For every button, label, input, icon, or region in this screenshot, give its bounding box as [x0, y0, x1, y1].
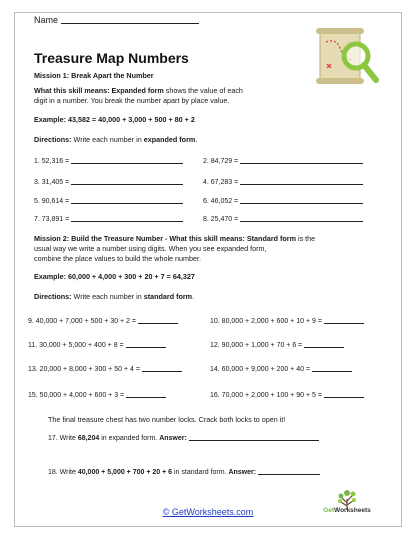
- answer-blank[interactable]: [189, 433, 319, 441]
- problem-4: [203, 177, 363, 186]
- map-scroll-top: [316, 28, 364, 34]
- mission2-heading: Mission 2: Build the Treasure Number - What this skill means: Standard form: [34, 234, 296, 243]
- answer-blank[interactable]: [240, 156, 363, 164]
- name-blank[interactable]: [61, 14, 199, 24]
- directions-text: Write each number in: [71, 292, 144, 301]
- answer-blank[interactable]: [126, 390, 166, 398]
- directions-text: Write each number in: [71, 135, 144, 144]
- problem-6: [203, 196, 363, 205]
- answer-blank[interactable]: [324, 390, 364, 398]
- directions-label: Directions:: [34, 135, 72, 144]
- directions-label: Directions:: [34, 292, 72, 301]
- q18-expression: 40,000 + 5,000 + 700 + 20 + 6: [77, 469, 173, 476]
- skill-term: What this skill means: Expanded form: [34, 86, 164, 95]
- page-title: Treasure Map Numbers: [34, 50, 189, 66]
- name-field: [34, 14, 199, 25]
- answer-blank[interactable]: [240, 214, 363, 222]
- mission1-skill-line2: digit in a number. You break the number apart by place value.: [34, 96, 230, 105]
- answer-blank[interactable]: [126, 340, 166, 348]
- q18-text-mid: in standard form.: [172, 469, 229, 476]
- answer-blank[interactable]: [71, 196, 183, 204]
- problem-13: [28, 364, 182, 373]
- answer-label: Answer:: [228, 469, 257, 476]
- problem-label: 3. 31,405 =: [34, 179, 70, 186]
- problem-label: 1. 52,316 =: [34, 158, 70, 165]
- problem-14: [210, 364, 352, 373]
- problem-11: [28, 340, 166, 349]
- magnifier-handle: [364, 65, 376, 80]
- mission2-line3: combine the place values to build the whole number.: [34, 254, 202, 263]
- answer-label: Answer:: [159, 435, 187, 442]
- problem-label: 7. 73,891 =: [34, 216, 70, 223]
- problem-17: [48, 433, 319, 442]
- final-intro: The final treasure chest has two number locks. Crack both locks to open it!: [48, 415, 286, 424]
- logo-get: Get: [323, 507, 335, 514]
- problem-label: 10. 80,000 + 2,000 + 600 + 10 + 9 =: [210, 318, 322, 325]
- mission1-skill-line1: [34, 86, 243, 96]
- q18-text: 18. Write: [48, 469, 78, 476]
- problem-label: 14. 60,000 + 9,000 + 200 + 40 =: [210, 366, 311, 373]
- mission2-example: Example: 60,000 + 4,000 + 300 + 20 + 7 = 64,327: [34, 272, 195, 281]
- q17-text-mid: in expanded form.: [99, 435, 160, 442]
- problem-label: 12. 90,000 + 1,000 + 70 + 6 =: [210, 342, 303, 349]
- answer-blank[interactable]: [142, 364, 182, 372]
- problem-2: [203, 156, 363, 165]
- problem-7: [34, 214, 183, 223]
- answer-blank[interactable]: [240, 196, 363, 204]
- answer-blank[interactable]: [71, 214, 183, 222]
- answer-blank[interactable]: [71, 156, 183, 164]
- problem-label: 6. 46,052 =: [203, 198, 239, 205]
- mission1-heading: Mission 1: Break Apart the Number: [34, 71, 154, 80]
- directions-end: .: [195, 135, 198, 144]
- answer-blank[interactable]: [304, 340, 344, 348]
- problem-label: 2. 84,729 =: [203, 158, 239, 165]
- mission1-directions: [34, 135, 197, 144]
- problem-label: 15. 50,000 + 4,000 + 600 + 3 =: [28, 392, 125, 399]
- answer-blank[interactable]: [258, 467, 320, 475]
- q17-text: 17. Write: [48, 435, 78, 442]
- answer-blank[interactable]: [71, 177, 183, 185]
- mission2-line1: [34, 234, 315, 244]
- problem-18: [48, 467, 320, 476]
- problem-1: [34, 156, 183, 165]
- problem-label: 8. 25,470 =: [203, 216, 239, 223]
- problem-15: [28, 390, 166, 399]
- problem-9: [28, 316, 178, 325]
- problem-5: [34, 196, 183, 205]
- q17-number: 68,204: [77, 435, 100, 442]
- skill-text: shows the value of each: [163, 86, 243, 95]
- problem-3: [34, 177, 183, 186]
- problem-label: 5. 90,614 =: [34, 198, 70, 205]
- problem-16: [210, 390, 364, 399]
- problem-10: [210, 316, 364, 325]
- problem-label: 13. 20,000 + 8,000 + 300 + 50 + 4 =: [28, 366, 140, 373]
- directions-term: expanded form: [143, 135, 196, 144]
- mission1-example: Example: 43,582 = 40,000 + 3,000 + 500 + 80 + 2: [34, 115, 195, 124]
- name-label: Name: [34, 15, 59, 25]
- problem-label: 16. 70,000 + 2,000 + 100 + 90 + 5 =: [210, 392, 322, 399]
- problem-label: 9. 40,000 + 7,000 + 500 + 30 + 2 =: [28, 318, 137, 325]
- mission2-line2: usual way we write a number using digits. When you see expanded form,: [34, 244, 267, 253]
- directions-term: standard form: [143, 292, 193, 301]
- treasure-map-illustration: [310, 20, 384, 98]
- problem-12: [210, 340, 344, 349]
- answer-blank[interactable]: [138, 316, 178, 324]
- directions-end: .: [192, 292, 195, 301]
- mission2-directions: [34, 292, 194, 301]
- problem-8: [203, 214, 363, 223]
- answer-blank[interactable]: [240, 177, 363, 185]
- logo-worksheets: Worksheets: [334, 507, 371, 514]
- problem-label: 4. 67,283 =: [203, 179, 239, 186]
- mission2-heading-rest: is the: [296, 234, 316, 243]
- footer-link[interactable]: © GetWorksheets.com: [162, 507, 254, 517]
- answer-blank[interactable]: [324, 316, 364, 324]
- map-scroll-bottom: [316, 78, 364, 84]
- problem-label: 11. 30,000 + 5,000 + 400 + 8 =: [28, 342, 124, 349]
- answer-blank[interactable]: [312, 364, 352, 372]
